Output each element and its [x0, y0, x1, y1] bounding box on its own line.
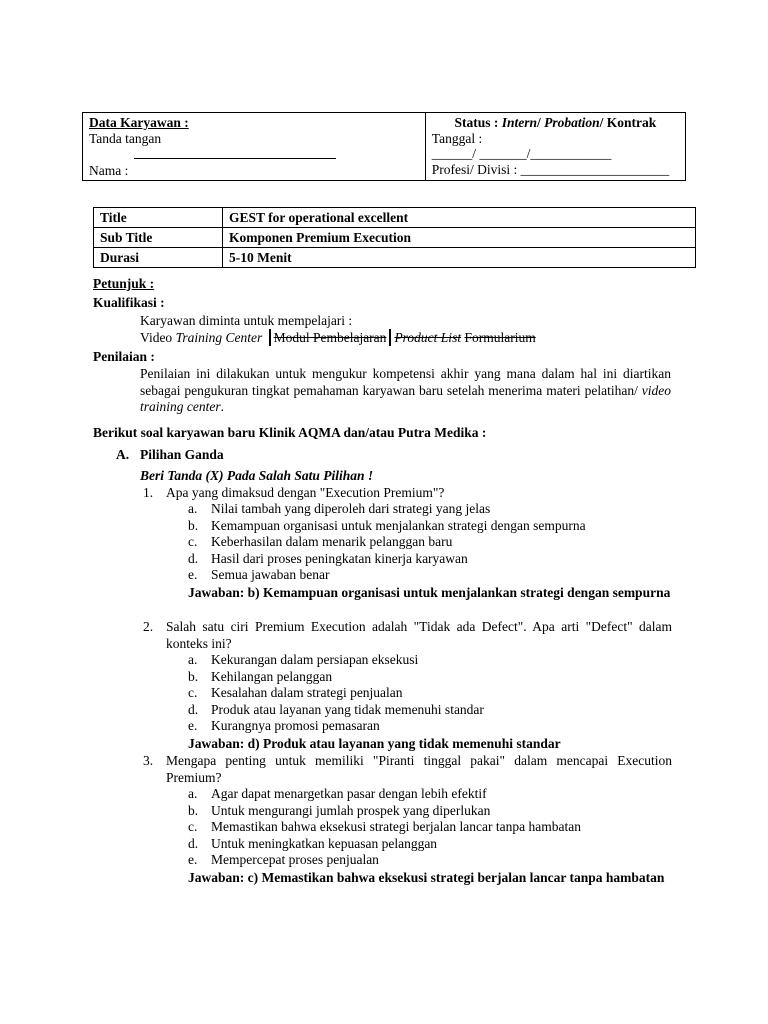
module-info-table [93, 207, 696, 268]
info-key: Durasi [94, 248, 223, 268]
option-item [188, 803, 581, 820]
option-item [188, 685, 484, 702]
option-letter: e. [188, 567, 198, 583]
option-letter: c. [188, 685, 198, 701]
option-text: Agar dapat menargetkan pasar dengan lebih efektif [211, 786, 487, 801]
option-item [188, 702, 484, 719]
status-intern: Intern [501, 115, 538, 130]
option-text: Kemampuan organisasi untuk menjalankan strategi dengan sempurna [211, 517, 586, 533]
status-contract: / Kontrak [599, 115, 657, 130]
video-training-center: Training Center [175, 330, 263, 345]
status-sep1: / [537, 115, 545, 130]
option-letter: b. [188, 668, 199, 684]
guide-title: Petunjuk : [93, 276, 155, 291]
question-text: Apa yang dimaksud dengan "Execution Premium"? [166, 485, 445, 500]
option-item [188, 786, 581, 803]
employee-right-cell [425, 113, 685, 181]
option-letter: c. [188, 819, 198, 835]
employee-left-cell [83, 113, 426, 181]
option-item [188, 669, 484, 686]
name-label: Nama : [89, 162, 129, 178]
division-label: Profesi/ Divisi : ______________________ [431, 161, 670, 177]
intro-text: Berikut soal karyawan baru Klinik AQMA dan/atau Putra Medika : [93, 425, 487, 440]
date-label: Tanggal : [431, 130, 483, 146]
qualification-text: Karyawan diminta untuk mempelajari : [140, 313, 353, 328]
options-list [188, 652, 484, 735]
separator [269, 329, 271, 346]
signature-line [134, 146, 336, 159]
date-line: ______/ _______/____________ [431, 146, 612, 161]
assessment-italic: video training center [140, 382, 671, 414]
option-text: Kehilangan pelanggan [211, 668, 333, 684]
option-item [188, 534, 586, 551]
separator [389, 329, 391, 346]
question-text: Mengapa penting untuk memiliki "Piranti tinggal pakai" dalam mencapai Execution Premium? [166, 753, 672, 785]
info-key: Title [94, 208, 223, 228]
option-item [188, 852, 581, 869]
info-row-subtitle [94, 228, 696, 248]
info-row-title [94, 208, 696, 228]
option-item [188, 518, 586, 535]
option-text: Hasil dari proses peningkatan kinerja karyawan [211, 550, 468, 566]
option-item [188, 501, 586, 518]
status-probation: Probation [544, 115, 600, 130]
option-letter: a. [188, 501, 198, 516]
answer-text: Jawaban: c) Memastikan bahwa eksekusi strategi berjalan lancar tanpa hambatan [188, 870, 665, 885]
option-item [188, 718, 484, 735]
option-letter: e. [188, 718, 198, 734]
option-text: Memastikan bahwa eksekusi strategi berjalan lancar tanpa hambatan [211, 819, 581, 835]
option-letter: d. [188, 701, 199, 717]
employee-data-label: Data Karyawan : [89, 115, 189, 130]
option-letter: e. [188, 852, 198, 868]
option-text: Semua jawaban benar [211, 567, 330, 583]
answer-text: Jawaban: b) Kemampuan organisasi untuk menjalankan strategi dengan sempurna [188, 585, 671, 600]
option-text: Kekurangan dalam persiapan eksekusi [211, 652, 419, 667]
option-text: Untuk meningkatkan kepuasan pelanggan [211, 835, 438, 851]
answer-text: Jawaban: d) Produk atau layanan yang tidak memenuhi standar [188, 736, 561, 751]
status-line [432, 115, 679, 131]
option-text: Untuk mengurangi jumlah prospek yang diperlukan [211, 802, 491, 818]
options-list [188, 786, 581, 869]
option-letter: b. [188, 517, 199, 533]
option-text: Nilai tambah yang diperoleh dari strategi yang jelas [211, 501, 491, 516]
product-list-strikethrough: Product List [394, 330, 462, 345]
section-title: Pilihan Ganda [140, 447, 224, 462]
option-item [188, 652, 484, 669]
question-text: Salah satu ciri Premium Execution adalah "Tidak ada Defect". Apa arti "Defect" dalam konteks ini? [166, 619, 672, 651]
option-text: Produk atau layanan yang tidak memenuhi standar [211, 701, 484, 717]
video-word: Video [140, 330, 176, 345]
question-number: 2. [143, 619, 154, 634]
signature-label: Tanda tangan [89, 130, 162, 146]
formularium-strikethrough: Formularium [464, 330, 536, 345]
option-letter: a. [188, 652, 198, 667]
option-item [188, 567, 586, 584]
option-letter: d. [188, 835, 199, 851]
assessment-body: Penilaian ini dilakukan untuk mengukur kompetensi akhir yang mana dalam hal ini diartikan sebagai pengukuran tingkat pemahaman karyawan baru setelah menerima materi pelatihan/ [140, 366, 671, 398]
qualification-title: Kualifikasi : [93, 295, 165, 310]
info-key: Sub Title [94, 228, 223, 248]
info-value: 5-10 Menit [223, 248, 696, 268]
section-instruction: Beri Tanda (X) Pada Salah Satu Pilihan ! [140, 468, 374, 483]
options-list [188, 501, 586, 584]
question-number: 3. [143, 753, 154, 768]
assessment-title: Penilaian : [93, 349, 155, 364]
info-row-duration [94, 248, 696, 268]
employee-data-table [82, 112, 686, 181]
assessment-text [140, 366, 671, 416]
info-value: Komponen Premium Execution [223, 228, 696, 248]
assessment-end: . [220, 399, 224, 414]
signature-line-wrap [89, 146, 419, 163]
question-number: 1. [143, 485, 154, 500]
option-letter: b. [188, 802, 199, 818]
module-strikethrough: Modul Pembelajaran [273, 330, 387, 345]
section-letter: A. [116, 447, 130, 462]
option-text: Kesalahan dalam strategi penjualan [211, 685, 403, 701]
option-letter: c. [188, 534, 198, 550]
option-item [188, 819, 581, 836]
option-item [188, 551, 586, 568]
option-letter: d. [188, 550, 199, 566]
status-prefix: Status : [454, 115, 502, 130]
info-value: GEST for operational excellent [223, 208, 696, 228]
option-letter: a. [188, 786, 198, 801]
option-item [188, 836, 581, 853]
option-text: Mempercepat proses penjualan [211, 852, 379, 868]
qualification-materials [140, 329, 536, 346]
option-text: Kurangnya promosi pemasaran [211, 718, 380, 734]
option-text: Keberhasilan dalam menarik pelanggan baru [211, 534, 453, 550]
